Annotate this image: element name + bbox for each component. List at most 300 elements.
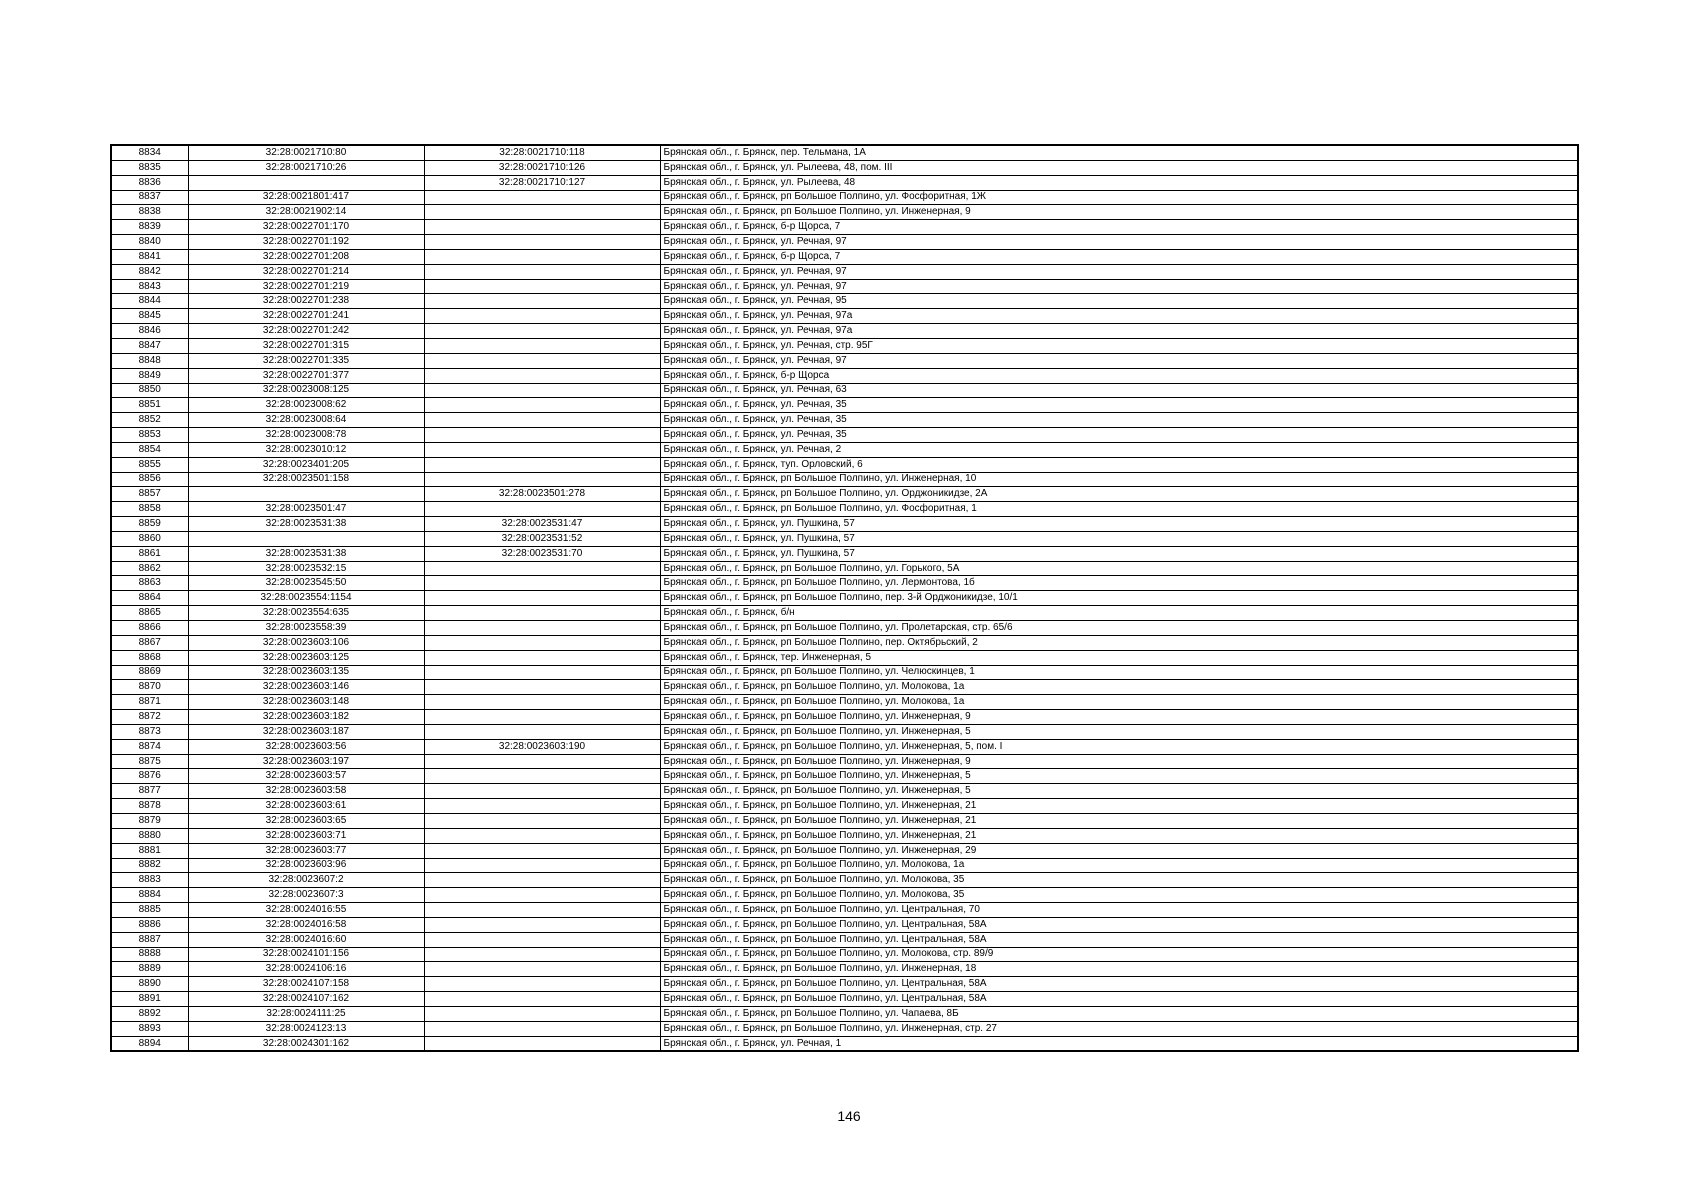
address-cell: Брянская обл., г. Брянск, рп Большое Полпино, ул. Центральная, 58А [660,917,1578,932]
land-cadastral-number-cell: 32:28:0021902:14 [188,205,424,220]
land-cadastral-number-cell: 32:28:0023008:78 [188,428,424,443]
row-number-cell: 8883 [111,873,188,888]
row-number-cell: 8878 [111,799,188,814]
row-number-cell: 8872 [111,710,188,725]
land-cadastral-number-cell: 32:28:0022701:208 [188,249,424,264]
land-cadastral-number-cell: 32:28:0023603:146 [188,680,424,695]
row-number-cell: 8882 [111,858,188,873]
table-row [111,413,1578,428]
land-cadastral-number-cell: 32:28:0022701:315 [188,338,424,353]
row-number-cell: 8860 [111,531,188,546]
object-cadastral-number-cell [424,472,660,487]
object-cadastral-number-cell [424,428,660,443]
table-row [111,962,1578,977]
object-cadastral-number-cell [424,947,660,962]
address-cell: Брянская обл., г. Брянск, рп Большое Полпино, ул. Инженерная, стр. 27 [660,1021,1578,1036]
row-number-cell: 8863 [111,576,188,591]
land-cadastral-number-cell [188,487,424,502]
row-number-cell: 8887 [111,932,188,947]
row-number-cell: 8848 [111,353,188,368]
row-number-cell: 8892 [111,1006,188,1021]
row-number-cell: 8842 [111,264,188,279]
land-cadastral-number-cell: 32:28:0021801:417 [188,190,424,205]
object-cadastral-number-cell [424,992,660,1007]
row-number-cell: 8841 [111,249,188,264]
land-cadastral-number-cell: 32:28:0022701:214 [188,264,424,279]
land-cadastral-number-cell: 32:28:0024101:156 [188,947,424,962]
table-row [111,724,1578,739]
address-cell: Брянская обл., г. Брянск, б-р Щорса, 7 [660,220,1578,235]
row-number-cell: 8838 [111,205,188,220]
object-cadastral-number-cell: 32:28:0023531:52 [424,531,660,546]
address-cell: Брянская обл., г. Брянск, рп Большое Полпино, ул. Челюскинцев, 1 [660,665,1578,680]
land-cadastral-number-cell: 32:28:0024107:158 [188,977,424,992]
table-row [111,472,1578,487]
address-cell: Брянская обл., г. Брянск, рп Большое Полпино, ул. Инженерная, 21 [660,828,1578,843]
land-cadastral-number-cell: 32:28:0023531:38 [188,517,424,532]
land-cadastral-number-cell: 32:28:0024016:60 [188,932,424,947]
address-cell: Брянская обл., г. Брянск, ул. Речная, 97а [660,309,1578,324]
address-cell: Брянская обл., г. Брянск, рп Большое Полпино, ул. Инженерная, 9 [660,205,1578,220]
address-cell: Брянская обл., г. Брянск, рп Большое Полпино, ул. Инженерная, 21 [660,813,1578,828]
land-cadastral-number-cell: 32:28:0022701:242 [188,324,424,339]
land-cadastral-number-cell: 32:28:0023603:57 [188,769,424,784]
object-cadastral-number-cell [424,828,660,843]
address-cell: Брянская обл., г. Брянск, рп Большое Полпино, пер. Октябрьский, 2 [660,635,1578,650]
row-number-cell: 8836 [111,175,188,190]
table-row [111,398,1578,413]
table-row [111,591,1578,606]
table-row [111,368,1578,383]
object-cadastral-number-cell [424,1021,660,1036]
address-cell: Брянская обл., г. Брянск, ул. Речная, 35 [660,398,1578,413]
row-number-cell: 8851 [111,398,188,413]
land-cadastral-number-cell: 32:28:0024111:25 [188,1006,424,1021]
table-row [111,650,1578,665]
row-number-cell: 8876 [111,769,188,784]
object-cadastral-number-cell: 32:28:0023501:278 [424,487,660,502]
address-cell: Брянская обл., г. Брянск, рп Большое Полпино, ул. Центральная, 58А [660,977,1578,992]
object-cadastral-number-cell [424,1006,660,1021]
address-cell: Брянская обл., г. Брянск, ул. Пушкина, 57 [660,546,1578,561]
row-number-cell: 8839 [111,220,188,235]
land-cadastral-number-cell: 32:28:0023501:158 [188,472,424,487]
object-cadastral-number-cell [424,665,660,680]
table-row [111,888,1578,903]
land-cadastral-number-cell: 32:28:0023532:15 [188,561,424,576]
table-row [111,264,1578,279]
object-cadastral-number-cell [424,621,660,636]
object-cadastral-number-cell [424,235,660,250]
table-row [111,932,1578,947]
land-cadastral-number-cell: 32:28:0023008:64 [188,413,424,428]
address-cell: Брянская обл., г. Брянск, ул. Речная, 97 [660,279,1578,294]
address-cell: Брянская обл., г. Брянск, рп Большое Полпино, ул. Инженерная, 9 [660,710,1578,725]
row-number-cell: 8850 [111,383,188,398]
table-row [111,873,1578,888]
row-number-cell: 8886 [111,917,188,932]
row-number-cell: 8893 [111,1021,188,1036]
object-cadastral-number-cell: 32:28:0021710:127 [424,175,660,190]
object-cadastral-number-cell [424,977,660,992]
row-number-cell: 8854 [111,442,188,457]
land-cadastral-number-cell: 32:28:0024301:162 [188,1036,424,1051]
object-cadastral-number-cell [424,680,660,695]
land-cadastral-number-cell: 32:28:0023554:635 [188,606,424,621]
address-cell: Брянская обл., г. Брянск, ул. Речная, 97 [660,264,1578,279]
land-cadastral-number-cell: 32:28:0023603:197 [188,754,424,769]
object-cadastral-number-cell [424,457,660,472]
address-cell: Брянская обл., г. Брянск, рп Большое Полпино, ул. Инженерная, 5 [660,724,1578,739]
land-cadastral-number-cell: 32:28:0023603:96 [188,858,424,873]
table-row [111,279,1578,294]
object-cadastral-number-cell [424,888,660,903]
land-cadastral-number-cell [188,531,424,546]
address-cell: Брянская обл., г. Брянск, рп Большое Полпино, ул. Инженерная, 5 [660,769,1578,784]
address-cell: Брянская обл., г. Брянск, рп Большое Полпино, ул. Молокова, 1а [660,858,1578,873]
table-body [111,145,1578,1051]
table-row [111,442,1578,457]
object-cadastral-number-cell: 32:28:0021710:118 [424,145,660,160]
land-cadastral-number-cell: 32:28:0021710:26 [188,160,424,175]
row-number-cell: 8884 [111,888,188,903]
row-number-cell: 8864 [111,591,188,606]
object-cadastral-number-cell [424,338,660,353]
row-number-cell: 8835 [111,160,188,175]
land-cadastral-number-cell [188,175,424,190]
table-row [111,190,1578,205]
land-cadastral-number-cell: 32:28:0023008:62 [188,398,424,413]
land-cadastral-number-cell: 32:28:0023603:61 [188,799,424,814]
land-cadastral-number-cell: 32:28:0023545:50 [188,576,424,591]
table-row [111,917,1578,932]
row-number-cell: 8849 [111,368,188,383]
object-cadastral-number-cell [424,606,660,621]
land-cadastral-number-cell: 32:28:0022701:377 [188,368,424,383]
land-cadastral-number-cell: 32:28:0023531:38 [188,546,424,561]
row-number-cell: 8845 [111,309,188,324]
land-cadastral-number-cell: 32:28:0022701:238 [188,294,424,309]
land-cadastral-number-cell: 32:28:0023603:56 [188,739,424,754]
object-cadastral-number-cell [424,962,660,977]
object-cadastral-number-cell [424,754,660,769]
object-cadastral-number-cell [424,650,660,665]
address-cell: Брянская обл., г. Брянск, туп. Орловский, 6 [660,457,1578,472]
row-number-cell: 8840 [111,235,188,250]
row-number-cell: 8857 [111,487,188,502]
address-cell: Брянская обл., г. Брянск, рп Большое Полпино, ул. Молокова, 35 [660,873,1578,888]
land-cadastral-number-cell: 32:28:0023558:39 [188,621,424,636]
address-cell: Брянская обл., г. Брянск, рп Большое Полпино, ул. Орджоникидзе, 2А [660,487,1578,502]
land-cadastral-number-cell: 32:28:0022701:219 [188,279,424,294]
land-cadastral-number-cell: 32:28:0023401:205 [188,457,424,472]
table-row [111,858,1578,873]
row-number-cell: 8862 [111,561,188,576]
row-number-cell: 8856 [111,472,188,487]
address-cell: Брянская обл., г. Брянск, б-р Щорса, 7 [660,249,1578,264]
row-number-cell: 8867 [111,635,188,650]
address-cell: Брянская обл., г. Брянск, рп Большое Полпино, ул. Инженерная, 21 [660,799,1578,814]
row-number-cell: 8870 [111,680,188,695]
object-cadastral-number-cell [424,843,660,858]
row-number-cell: 8874 [111,739,188,754]
address-cell: Брянская обл., г. Брянск, рп Большое Полпино, ул. Инженерная, 29 [660,843,1578,858]
object-cadastral-number-cell [424,917,660,932]
land-cadastral-number-cell: 32:28:0023603:71 [188,828,424,843]
address-cell: Брянская обл., г. Брянск, рп Большое Полпино, ул. Молокова, 1а [660,680,1578,695]
table-row [111,546,1578,561]
row-number-cell: 8859 [111,517,188,532]
address-cell: Брянская обл., г. Брянск, рп Большое Полпино, ул. Молокова, стр. 89/9 [660,947,1578,962]
land-cadastral-number-cell: 32:28:0023607:2 [188,873,424,888]
address-cell: Брянская обл., г. Брянск, рп Большое Полпино, ул. Горького, 5А [660,561,1578,576]
object-cadastral-number-cell [424,873,660,888]
row-number-cell: 8888 [111,947,188,962]
land-cadastral-number-cell: 32:28:0023603:58 [188,784,424,799]
table-row [111,828,1578,843]
object-cadastral-number-cell [424,1036,660,1051]
address-cell: Брянская обл., г. Брянск, рп Большое Полпино, ул. Фосфоритная, 1Ж [660,190,1578,205]
object-cadastral-number-cell [424,368,660,383]
row-number-cell: 8858 [111,502,188,517]
row-number-cell: 8834 [111,145,188,160]
object-cadastral-number-cell [424,309,660,324]
table-row [111,799,1578,814]
object-cadastral-number-cell [424,591,660,606]
land-cadastral-number-cell: 32:28:0022701:170 [188,220,424,235]
object-cadastral-number-cell [424,279,660,294]
table-row [111,903,1578,918]
table-row [111,621,1578,636]
land-cadastral-number-cell: 32:28:0021710:80 [188,145,424,160]
land-cadastral-number-cell: 32:28:0023603:106 [188,635,424,650]
table-row [111,977,1578,992]
land-cadastral-number-cell: 32:28:0022701:241 [188,309,424,324]
table-row [111,576,1578,591]
object-cadastral-number-cell [424,502,660,517]
table-row [111,220,1578,235]
row-number-cell: 8894 [111,1036,188,1051]
table-row [111,205,1578,220]
row-number-cell: 8879 [111,813,188,828]
land-cadastral-number-cell: 32:28:0023010:12 [188,442,424,457]
address-cell: Брянская обл., г. Брянск, ул. Рылеева, 48 [660,175,1578,190]
table-row [111,739,1578,754]
object-cadastral-number-cell: 32:28:0021710:126 [424,160,660,175]
table-row [111,1036,1578,1051]
address-cell: Брянская обл., г. Брянск, ул. Речная, 35 [660,428,1578,443]
row-number-cell: 8843 [111,279,188,294]
object-cadastral-number-cell [424,813,660,828]
object-cadastral-number-cell: 32:28:0023603:190 [424,739,660,754]
address-cell: Брянская обл., г. Брянск, рп Большое Полпино, ул. Инженерная, 18 [660,962,1578,977]
land-cadastral-number-cell: 32:28:0023603:182 [188,710,424,725]
object-cadastral-number-cell [424,413,660,428]
address-cell: Брянская обл., г. Брянск, б-р Щорса [660,368,1578,383]
table-row [111,428,1578,443]
row-number-cell: 8853 [111,428,188,443]
object-cadastral-number-cell [424,932,660,947]
table-row [111,235,1578,250]
table-row [111,710,1578,725]
table-row [111,145,1578,160]
object-cadastral-number-cell [424,724,660,739]
land-cadastral-number-cell: 32:28:0022701:192 [188,235,424,250]
object-cadastral-number-cell [424,635,660,650]
address-cell: Брянская обл., г. Брянск, ул. Пушкина, 57 [660,531,1578,546]
table-row [111,635,1578,650]
object-cadastral-number-cell [424,799,660,814]
land-cadastral-number-cell: 32:28:0024016:55 [188,903,424,918]
table-row [111,353,1578,368]
table-row [111,294,1578,309]
row-number-cell: 8889 [111,962,188,977]
land-cadastral-number-cell: 32:28:0023603:125 [188,650,424,665]
object-cadastral-number-cell [424,561,660,576]
land-cadastral-number-cell: 32:28:0023603:135 [188,665,424,680]
table-row [111,561,1578,576]
land-cadastral-number-cell: 32:28:0023008:125 [188,383,424,398]
address-cell: Брянская обл., г. Брянск, ул. Речная, стр. 95Г [660,338,1578,353]
address-cell: Брянская обл., г. Брянск, ул. Речная, 35 [660,413,1578,428]
table-row [111,383,1578,398]
table-row [111,1006,1578,1021]
address-cell: Брянская обл., г. Брянск, б/н [660,606,1578,621]
row-number-cell: 8852 [111,413,188,428]
table-row [111,160,1578,175]
table-row [111,784,1578,799]
address-cell: Брянская обл., г. Брянск, рп Большое Полпино, пер. 3-й Орджоникидзе, 10/1 [660,591,1578,606]
address-cell: Брянская обл., г. Брянск, рп Большое Полпино, ул. Инженерная, 10 [660,472,1578,487]
land-cadastral-number-cell: 32:28:0023501:47 [188,502,424,517]
table-row [111,457,1578,472]
land-cadastral-number-cell: 32:28:0023607:3 [188,888,424,903]
row-number-cell: 8847 [111,338,188,353]
row-number-cell: 8846 [111,324,188,339]
row-number-cell: 8866 [111,621,188,636]
object-cadastral-number-cell [424,858,660,873]
row-number-cell: 8891 [111,992,188,1007]
object-cadastral-number-cell [424,383,660,398]
address-cell: Брянская обл., г. Брянск, ул. Речная, 97 [660,353,1578,368]
table-row [111,338,1578,353]
table-row [111,813,1578,828]
row-number-cell: 8865 [111,606,188,621]
data-table [110,144,1579,1052]
object-cadastral-number-cell [424,398,660,413]
table-row [111,309,1578,324]
address-cell: Брянская обл., г. Брянск, рп Большое Полпино, ул. Центральная, 70 [660,903,1578,918]
object-cadastral-number-cell: 32:28:0023531:47 [424,517,660,532]
object-cadastral-number-cell [424,205,660,220]
table-row [111,531,1578,546]
row-number-cell: 8844 [111,294,188,309]
address-cell: Брянская обл., г. Брянск, рп Большое Полпино, ул. Молокова, 1а [660,695,1578,710]
object-cadastral-number-cell [424,264,660,279]
address-cell: Брянская обл., г. Брянск, ул. Речная, 97а [660,324,1578,339]
object-cadastral-number-cell [424,576,660,591]
row-number-cell: 8875 [111,754,188,769]
object-cadastral-number-cell [424,710,660,725]
row-number-cell: 8871 [111,695,188,710]
address-cell: Брянская обл., г. Брянск, рп Большое Полпино, ул. Центральная, 58А [660,932,1578,947]
address-cell: Брянская обл., г. Брянск, рп Большое Полпино, ул. Чапаева, 8Б [660,1006,1578,1021]
table-row [111,1021,1578,1036]
address-cell: Брянская обл., г. Брянск, ул. Речная, 63 [660,383,1578,398]
object-cadastral-number-cell [424,769,660,784]
table-row [111,680,1578,695]
table-row [111,175,1578,190]
table-row [111,665,1578,680]
page-number: 146 [837,1108,861,1124]
land-cadastral-number-cell: 32:28:0023603:65 [188,813,424,828]
land-cadastral-number-cell: 32:28:0023603:187 [188,724,424,739]
land-cadastral-number-cell: 32:28:0024016:58 [188,917,424,932]
row-number-cell: 8880 [111,828,188,843]
address-cell: Брянская обл., г. Брянск, тер. Инженерная, 5 [660,650,1578,665]
table-row [111,754,1578,769]
address-cell: Брянская обл., г. Брянск, рп Большое Полпино, ул. Центральная, 58А [660,992,1578,1007]
table-row [111,324,1578,339]
land-cadastral-number-cell: 32:28:0024106:16 [188,962,424,977]
address-cell: Брянская обл., г. Брянск, рп Большое Полпино, ул. Молокова, 35 [660,888,1578,903]
object-cadastral-number-cell: 32:28:0023531:70 [424,546,660,561]
address-cell: Брянская обл., г. Брянск, ул. Речная, 2 [660,442,1578,457]
table-row [111,487,1578,502]
address-cell: Брянская обл., г. Брянск, пер. Тельмана, 1А [660,145,1578,160]
table-row [111,249,1578,264]
table-row [111,843,1578,858]
object-cadastral-number-cell [424,903,660,918]
land-cadastral-number-cell: 32:28:0023554:1154 [188,591,424,606]
land-cadastral-number-cell: 32:28:0024107:162 [188,992,424,1007]
land-cadastral-number-cell: 32:28:0024123:13 [188,1021,424,1036]
address-cell: Брянская обл., г. Брянск, ул. Речная, 95 [660,294,1578,309]
table-row [111,606,1578,621]
address-cell: Брянская обл., г. Брянск, рп Большое Полпино, ул. Лермонтова, 1б [660,576,1578,591]
land-cadastral-number-cell: 32:28:0023603:77 [188,843,424,858]
object-cadastral-number-cell [424,353,660,368]
table-row [111,517,1578,532]
table-row [111,695,1578,710]
object-cadastral-number-cell [424,190,660,205]
address-cell: Брянская обл., г. Брянск, ул. Пушкина, 57 [660,517,1578,532]
object-cadastral-number-cell [424,220,660,235]
row-number-cell: 8869 [111,665,188,680]
object-cadastral-number-cell [424,784,660,799]
object-cadastral-number-cell [424,294,660,309]
table-row [111,769,1578,784]
row-number-cell: 8873 [111,724,188,739]
row-number-cell: 8855 [111,457,188,472]
table-row [111,502,1578,517]
row-number-cell: 8837 [111,190,188,205]
table-row [111,947,1578,962]
row-number-cell: 8861 [111,546,188,561]
land-cadastral-number-cell: 32:28:0022701:335 [188,353,424,368]
object-cadastral-number-cell [424,324,660,339]
address-cell: Брянская обл., г. Брянск, рп Большое Полпино, ул. Инженерная, 5 [660,784,1578,799]
object-cadastral-number-cell [424,249,660,264]
address-cell: Брянская обл., г. Брянск, рп Большое Полпино, ул. Инженерная, 9 [660,754,1578,769]
address-cell: Брянская обл., г. Брянск, ул. Речная, 97 [660,235,1578,250]
row-number-cell: 8877 [111,784,188,799]
address-cell: Брянская обл., г. Брянск, рп Большое Полпино, ул. Инженерная, 5, пом. I [660,739,1578,754]
address-cell: Брянская обл., г. Брянск, ул. Речная, 1 [660,1036,1578,1051]
row-number-cell: 8885 [111,903,188,918]
address-cell: Брянская обл., г. Брянск, рп Большое Полпино, ул. Пролетарская, стр. 65/6 [660,621,1578,636]
object-cadastral-number-cell [424,442,660,457]
